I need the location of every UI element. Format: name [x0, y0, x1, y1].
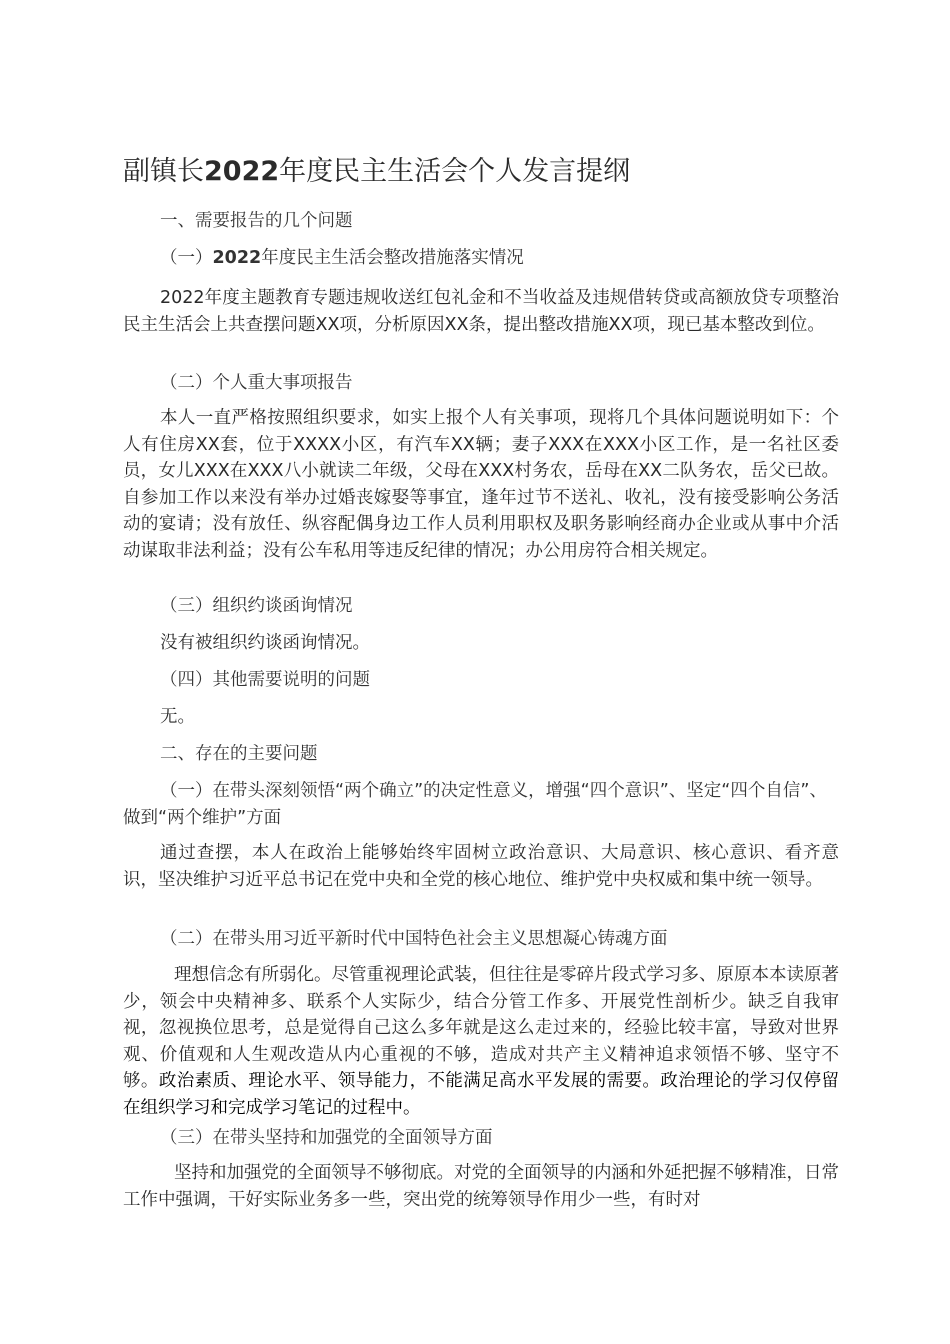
section-1-3-heading: （三）组织约谈函询情况 — [160, 596, 353, 616]
section-1-heading: 一、需要报告的几个问题 — [160, 211, 353, 231]
section-1-3-body: 没有被组织约谈函询情况。 — [160, 633, 370, 653]
title-year: 2022 — [204, 156, 280, 187]
section-2-2-heading: （二）在带头用习近平新时代中国特色社会主义思想凝心铸魂方面 — [160, 929, 668, 949]
section-1-1-body: 2022年度主题教育专题违规收送红包礼金和不当收益及违规借转贷或高额放贷专项整治民主生活会上共查摆问题XX项，分析原因XX条，提出整改措施XX项，现已基本整改到位。 — [123, 288, 839, 335]
document-title — [123, 152, 839, 192]
section-2-1-body: 通过查摆，本人在政治上能够始终牢固树立政治意识、大局意识、核心意识、看齐意识，坚决维护习近平总书记在党中央和全党的核心地位、维护党中央权威和集中统一领导。 — [123, 843, 839, 890]
section-2-1-heading: （一）在带头深刻领悟“两个确立”的决定性意义，增强“四个意识”、坚定“四个自信”、做到“两个维护”方面 — [123, 781, 827, 828]
section-1-2-heading: （二）个人重大事项报告 — [160, 373, 353, 393]
section-1-1-heading — [123, 245, 839, 272]
s1-1-prefix: （一） — [160, 248, 213, 268]
section-2-3-heading: （三）在带头坚持和加强党的全面领导方面 — [160, 1128, 493, 1148]
title-suffix: 年度民主生活会个人发言提纲 — [279, 156, 631, 187]
section-2-2-body-wrap — [123, 962, 839, 1121]
section-2-2-body-strong: 政治素质、理论水平、领导能力，不能满足高水平发展的需要。政治理论的学习仅停留在组织学习和完成学习笔记的过程中。 — [123, 1071, 840, 1118]
section-2-2-body: 理想信念有所弱化。尽管重视理论武装，但往往是零碎片段式学习多、原原本本读原著少，领会中央精神多、联系个人实际少，结合分管工作多、开展党性剖析少。缺乏自我审视，忽视换位思考，总是觉得自己这么多年就是这么走过来的，经验比较丰富，导致对世界观、价值观和人生观改造从内心重视的不够，造成对共产主义精神追求领悟不够、坚守不够。 — [123, 965, 839, 1091]
title-prefix: 副镇长 — [123, 156, 204, 187]
section-2-3-body: 坚持和加强党的全面领导不够彻底。对党的全面领导的内涵和外延把握不够精准，日常工作中强调，干好实际业务多一些，突出党的统筹领导作用少一些，有时对 — [123, 1163, 839, 1210]
section-1-4-heading: （四）其他需要说明的问题 — [160, 670, 370, 690]
section-1-4-body: 无。 — [160, 707, 195, 727]
s1-1-year: 2022 — [212, 248, 262, 268]
s1-1-suffix: 年度民主生活会整改措施落实情况 — [261, 248, 524, 268]
section-1-2-body: 本人一直严格按照组织要求，如实上报个人有关事项，现将几个具体问题说明如下：个人有住房XX套，位于XXXX小区，有汽车XX辆；妻子XXX在XXX小区工作，是一名社区委员，女儿XXX在XXX八小就读二年级，父母在XXX村务农，岳母在XX二队务农，岳父已故。自参加工作以来没有举办过婚丧嫁娶等事宜，逢年过节不送礼、收礼，没有接受影响公务活动的宴请；没有放任、纵容配偶身边工作人员利用职权及职务影响经商办企业或从事中介活动谋取非法利益；没有公车私用等违反纪律的情况；办公用房符合相关规定。 — [123, 408, 839, 561]
section-2-heading: 二、存在的主要问题 — [160, 744, 318, 764]
